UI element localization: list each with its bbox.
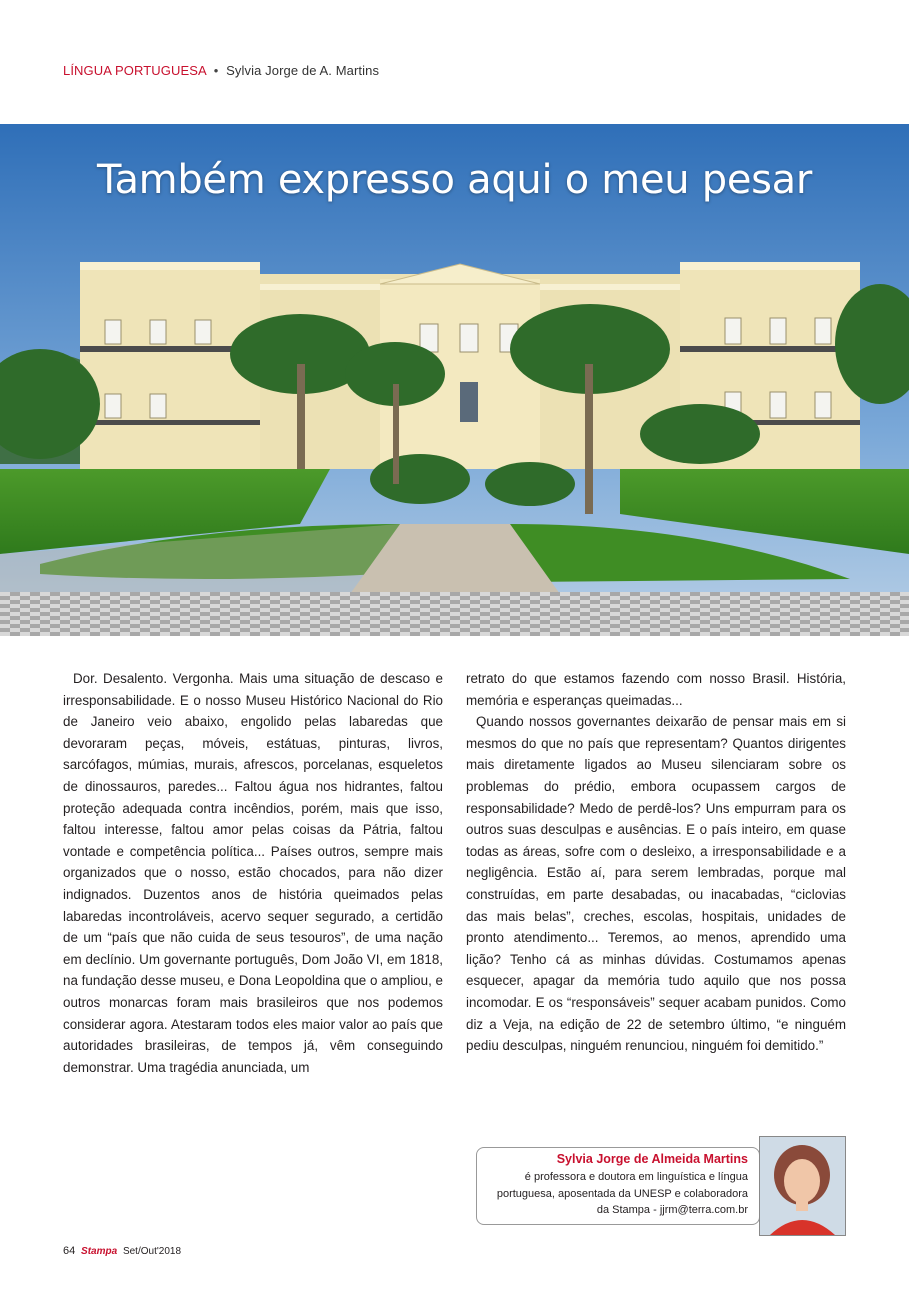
magazine-name: Stampa [81, 1246, 118, 1257]
author-photo [759, 1136, 846, 1236]
article-column-right [466, 668, 846, 1057]
header-author: Sylvia Jorge de A. Martins [226, 63, 380, 78]
page-number: 64 [63, 1245, 76, 1257]
issue-date: Set/Out'2018 [122, 1246, 181, 1257]
article-paragraph: Quando nossos governantes deixarão de pensar mais em si mesmos do que no país que representam? Quantos dirigentes mais diretamente ligados ao Museu silenciaram sobre os problemas do prédio, embora ocupassem cargos de responsabilidade? Medo de perdê-los? Uns empurram para os outros suas desculpas e ausências. E o país inteiro, em quase todas as áreas, sofre com o desleixo, a irresponsabilidade e a negligência. Estão aí, para serem lembradas, porque mal construídas, em parte desabadas, ou inacabadas, “ciclovias das mais belas”, creches, escolas, hospitais, unidades de pronto atendimento... Teremos, ao menos, aprendido uma lição? Tenho cá as minhas dúvidas. Costumamos apenas esquecer, apagar da memória tudo aquilo que nos possa incomodar. E os “responsáveis” sequer acabam punidos. Como diz a Veja, na edição de 22 de setembro último, “e ninguém pediu desculpas, ninguém renunciou, ninguém foi demitido.” [466, 714, 846, 1054]
header-separator: • [213, 63, 219, 78]
article-paragraph: Dor. Desalento. Vergonha. Mais uma situação de descaso e irresponsabilidade. E o nosso Museu Histórico Nacional do Rio de Janeiro veio abaixo, engolido pelas labaredas que devoraram peças, móveis, estátuas, pinturas, livros, sarcófagos, múmias, murais, afrescos, porcelanas, esqueletos de dinossauros, paredes... Faltou água nos hidrantes, faltou proteção adequada contra incêndios, porém, mais que isso, faltou interesse, faltou amor pelas coisas da Pátria, faltou vontade e competência política... Países outros, sempre mais organizados que o nosso, estão chocados, para não dizer indignados. Duzentos anos de história queimados pelas labaredas incontroláveis, acervo sequer segurado, a certidão de um “país que não cuida de seus tesouros”, de uma nação em declínio. Um governante português, Dom João VI, em 1818, na fundação desse museu, e Dona Leopoldina que o ampliou, e outros monarcas foram mais brasileiros que nos podemos considerar agora. Atestaram todos eles maior valor ao país que autoridades brasileiras, de tempos já, vêm conseguindo demonstrar. Uma tragédia anunciada, um [63, 671, 443, 1075]
author-name: Sylvia Jorge de Almeida Martins [556, 1152, 748, 1166]
page-footer [63, 1245, 181, 1257]
author-bio [490, 1169, 748, 1219]
author-bio-line: é professora e doutora em linguística e língua [524, 1171, 748, 1183]
article-column-left [63, 668, 443, 1078]
hero-image [0, 124, 909, 636]
author-bio-line: portuguesa, aposentada da UNESP e colaboradora [496, 1187, 748, 1200]
author-bio-line: da Stampa - jjrm@terra.com.br [596, 1204, 748, 1217]
article-paragraph-continuation: retrato do que estamos fazendo com nosso Brasil. História, memória e esperanças queimadas... [466, 671, 846, 708]
section-label: LÍNGUA PORTUGUESA [63, 63, 207, 78]
article-title: Também expresso aqui o meu pesar [96, 157, 813, 203]
running-header [63, 63, 379, 78]
